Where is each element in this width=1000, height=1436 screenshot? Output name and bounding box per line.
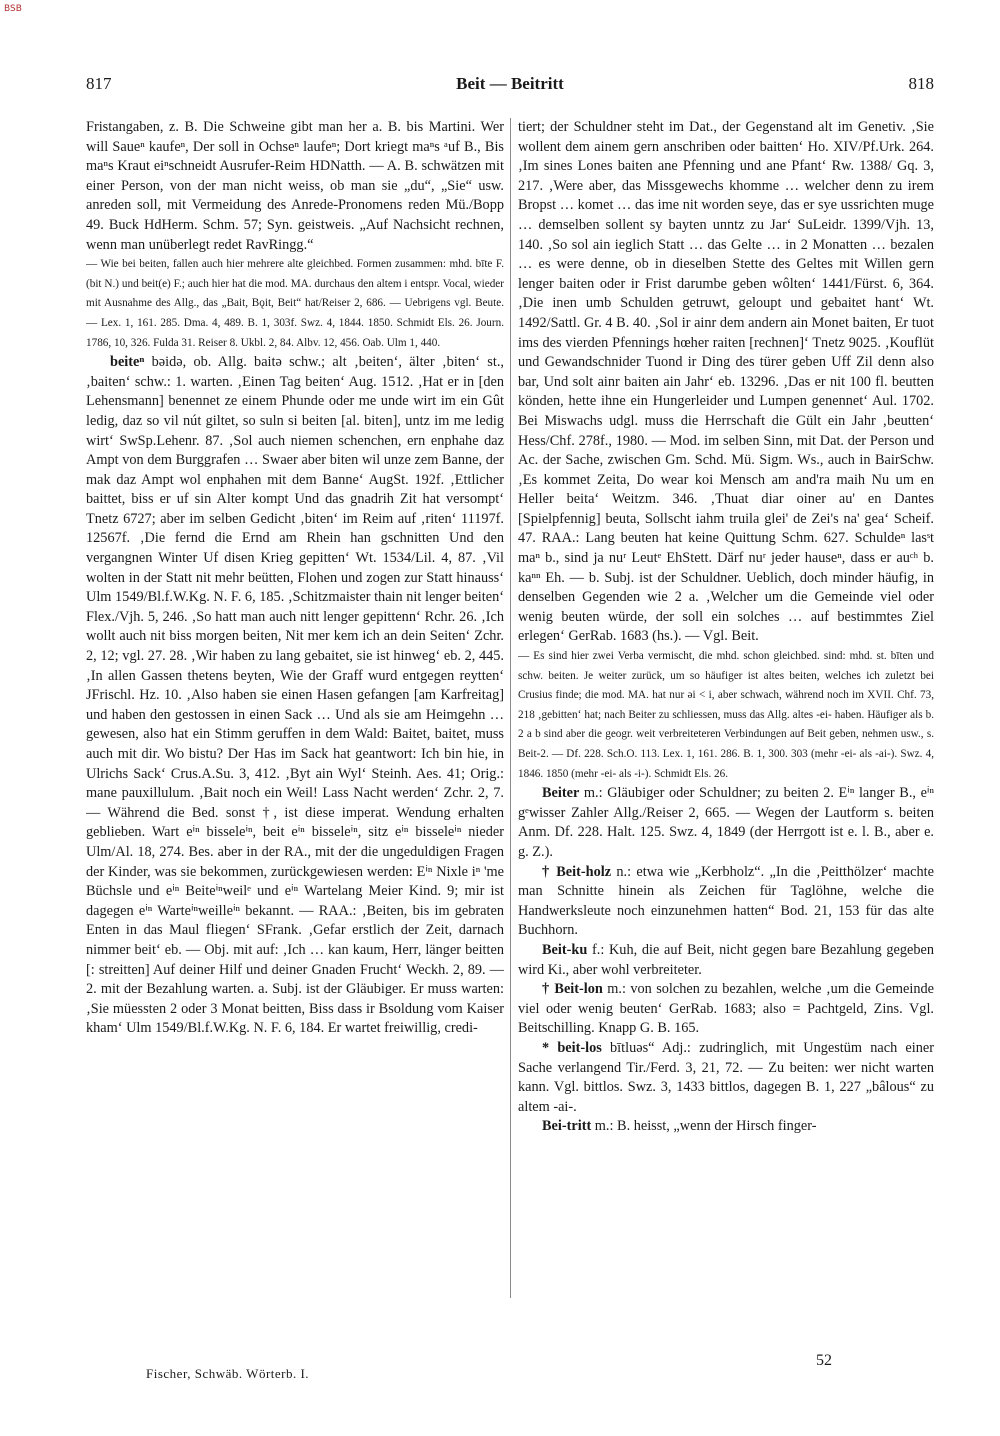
- page-number-left: 817: [86, 74, 112, 93]
- headword: beiteⁿ: [110, 354, 145, 371]
- headword: Beiter: [542, 785, 580, 802]
- sheet-signature: 52: [816, 1352, 832, 1369]
- right-column: [518, 118, 934, 1338]
- running-title: Beit — Beitritt: [456, 74, 564, 93]
- entry-paragraph: [518, 1039, 934, 1117]
- entry-text: tiert; der Schuldner steht im Dat., der Gegenstand alt im Genetiv. ‚Sie wollent dem ainem gern anschriben oder baitten‘ Ho. XIV/Pf.Urk. 264. ‚Im sines Lones baiten ane Pfenning und ane Pfant‘ Rw. 1388/ Gq. 3, 217. ‚Were aber, das Missgewechs khomme … welcher denn zu irem Bropst … komet … das ime nit worden seye, das er sye ussrichten muge … demselben sollent sy bayten unntz zu Jar‘ SuLeidr. 1399/Vjh. 13, 140. ‚So sol ain ieglich Statt … das Gelte … in 2 Monatten … bezalen … es were denne, ob in dieselben Stette des Geltes mit Willen gern lenger baiten oder ir Frist darumbe geben wôlten‘ 1441/Fürst. 6, 364. ‚Die inen umb Schulden getruwt, geloupt und gebaitet hant‘ Wt. 1492/Sattl. Gr. 4 B. 40. ‚Sol ir ainr dem andern ain Monet baiten, Er tuot ims des vierden Pfennings hœher raiten [rechnen]‘ Tnetz 9025. ‚Kouflüt und Gewandschnider Tuond ir Ding des türer geben Uff Zil denn also bar, Und solt ainr baiten ain Jahr‘ eb. 13296. ‚Das er nit 100 fl. beutten könden, hette ihne ein Hungerleider und Lumpen genennet‘ Aul. 1702. Bei Miswachs udgl. muss die Herrschaft die Gült ein Jahr ‚beutten‘ Hess/Chf. 278f., 1980. — Mod. im selben Sinn, mit Dat. der Person und Ac. der Sache, zwischen Gm. Schd. Mü. Sigm. Ws., auch in BairSchw. ‚Es kommet Zeita, Do wear koi Mensch am and'ra maih Nu um en Heller beita‘ Weitzm. 346. ‚Thuat diar oiner au' en Dantes [Spielpfennig] beuta, Sollscht iahm truila glei' de Zei's na' gea‘ Scheif. 47. RAA.: Lang beuten hat keine Quittung Schm. 627. Schuldeⁿ lasˢt maⁿ b., sind ja nuʳ Leutᵉ EhStett. Därf nuʳ jeder hauseⁿ, dass er auᶜʰ b. kaⁿⁿ Eh. — b. Subj. ist der Schuldner. Ueblich, doch minder häufig, in denselben Gegenden wie 2 a. ‚Welcher um die Gemeinde viel oder wenig beuten würde, der soll ein solches … auf bestimmtes Ziel erlegen‘ GerRab. 1683 (hs.). — Vgl. Beit.: [518, 119, 934, 645]
- note-text: — Wie bei beiten, fallen auch hier mehrere alte gleichbed. Formen zusammen: mhd. bīte F. (bit N.) und beit(e) F.; auch hier hat die mod. MA. durchaus den altem i entspr. Vocal, wieder mit Ausnahme des Allg., das „Bait, Bǫit, Beit“ hat/Reiser 2, 686. — Uebrigens vgl. Beute. — Lex. 1, 161. 285. Dma. 4, 489. B. 1, 303f. Swz. 4, 1844. 1850. Schmidt Els. 26. Journ. 1786, 10, 326. Fulda 31. Reiser 8. Ukbl. 2, 84. Albv. 12, 456. Oab. Ulm 1, 440.: [86, 258, 504, 349]
- headword: † Beit-lon: [542, 981, 603, 998]
- page-header: [86, 74, 934, 100]
- entry-paragraph: [86, 353, 504, 1039]
- entry-text: bītluəs“ Adj.: zudringlich, mit Ungestüm nach einer Sache verlangend Tir./Ferd. 3, 21, 72. — Zu beiten: wer nicht warten kann. Vgl. bittlos. Swz. 3, 1433 bittlos, dagegen B. 1, 227 „bâlous“ zu altem -ai-.: [518, 1039, 934, 1115]
- headword: Beit-ku: [542, 941, 588, 958]
- entry-paragraph: [518, 784, 934, 862]
- entry-text: m.: B. heisst, „wenn der Hirsch finger-: [591, 1118, 817, 1135]
- entry-paragraph: [518, 941, 934, 980]
- page-number-right: 818: [908, 74, 934, 93]
- entry-paragraph: [518, 118, 934, 647]
- entry-text: Fristangaben, z. B. Die Schweine gibt man her a. B. bis Martini. Wer will Saueⁿ kaufeⁿ, Der soll in Ochseⁿ laufeⁿ; Dort kriegt maⁿs ᵃuf B., Bis maⁿs Kraut eiⁿschneidt Ausrufer-Reim HDNatth. — A. B. schwätzen mit einer Person, von der man nicht weiss, ob man sie „du“, „Sie“ usw. anreden soll, mit Vermeidung des Anrede-Pronomens reden Mü./Bopp 49. Buck HdHerm. Schm. 57; Syn. geistweis. „Auf Nachsicht rechnen, wenn man unüberlegt redet RavRingg.“: [86, 119, 504, 253]
- headword: * beit-los: [542, 1039, 602, 1056]
- headword: Bei-tritt: [542, 1118, 592, 1135]
- etymology-note: [86, 255, 504, 353]
- entry-paragraph: [518, 1117, 934, 1137]
- headword: † Beit-holz: [542, 863, 612, 880]
- library-stamp: BSB: [4, 4, 22, 14]
- entry-text: n.: etwa wie „Kerbholz“. „In die ‚Peitthölzer‘ machte man Schnitte hinein als Zeichen für Taglöhne, welche die Handwerksleute noch einzunehmen hatten“ Bod. 21, 153 für das alte Buchhorn.: [518, 863, 934, 939]
- note-text: — Es sind hier zwei Verba vermischt, die mhd. schon gleichbed. sind: mhd. st. bīten und schw. beiten. Je weiter zurück, um so häufiger ist altes beiten, welches ich zuletzt bei Crusius finde; die mod. MA. hat nur əi < i, aber schwach, während noch im XVII. Chf. 73, 218 ‚gebitten‘ hat; nach Beiter zu schliessen, muss das Allg. altes -ei- haben. Häufiger als b. 2 a b sind aber die geogr. weit verbreiteteren Verbindungen auf Beit geben, nehmen usw., s. Beit-2. — Df. 228. Sch.O. 113. Lex. 1, 161. 286. B. 1, 300. 303 (mehr -ei- als -ai-). Swz. 4, 1846. 1850 (mehr -ei- als -i-). Schmidt Els. 26.: [518, 650, 934, 780]
- entry-text: m.: Gläubiger oder Schuldner; zu beiten 2. Eⁱⁿ langer B., eⁱⁿ gᵉwisser Zahler Allg./Reiser 2, 665. — Wegen der Lautform s. beiten Anm. Df. 228. Halt. 125. Swz. 4, 1849 (der Herrgott ist e. l. B., aber e. g. Z.).: [518, 785, 934, 860]
- entry-text: f.: Kuh, die auf Beit, nicht gegen bare Bezahlung gegeben wird Ki., aber wohl verbreiteter.: [518, 941, 934, 978]
- left-column: [86, 118, 504, 1338]
- entry-paragraph: [518, 863, 934, 941]
- entry-paragraph: [518, 980, 934, 1039]
- entry-paragraph: [86, 118, 504, 255]
- column-divider: [510, 118, 511, 1298]
- entry-text: m.: von solchen zu bezahlen, welche ‚um die Gemeinde viel oder wenig beuten‘ GerRab. 1683; also = Pachtgeld, Zins. Vgl. Beitschilling. Knapp G. B. 165.: [518, 981, 934, 1037]
- etymology-note: [518, 647, 934, 784]
- entry-text: bəidə, ob. Allg. baitə schw.; alt ‚beiten‘, älter ‚biten‘ st., ‚baiten‘ schw.: 1. warten. ‚Einen Tag beiten‘ Aug. 1512. ‚Hat er in [den Lehensmann] benennet ze einem Phunde oder me unde wirt im ein Gût ledig, daz so vil nút giltet, so suln si beiten [al. biten], untz im me ledig wirt‘ SwSp.Lehenr. 87. ‚Sol auch niemen schenchen, ern enphahe daz Ampt von dem Burggrafen … Swaer aber biten wil unze zem Banne, der mak daz Ampt wol enphahen mit dem Banne‘ AugSt. 192f. ‚Ettlicher baittet, biss er uf sin Alter kompt Und das gnadrih Zit hat versompt‘ Tnetz 6727; aber im selben Gedicht ‚biten‘ im Reim auf ‚riten‘ 11197f. 12567f. ‚Die fernd die Ernd am Rhein han gschnitten Und den vergangnen Winter Uf disen Krieg gepitten‘ Wt. 1534/Lil. 4, 87. ‚Vil wolten in der Statt nit mehr beütten, Flohen und zogen zur Statt hinauss‘ Ulm 1549/Bl.f.W.Kg. N. F. 6, 185. ‚Schitzmaister thain nit lenger beiten‘ Flex./Vjh. 5, 246. ‚So hatt man auch nitt lenger gepittenn‘ Rchr. 26. ‚Ich wollt auch nit biss morgen beiten, Nit mer kem ich an dein Seiten‘ Zchr. 2, 12; vgl. 27. 28. ‚Wir haben zu lang gebaitet, sie ist hinweg‘ eb. 2, 445. ‚In allen Gassen thetens beyten, Wie der Graff wurd entgegen reytten‘ JFrischl. Hz. 10. ‚Also haben sie einen Hasen gefangen [am Karfreitag] und haben den gestossen in einen Sack … Und als sie am Heimgehn … gewesen, also hat ein Stimm geruffen in dem Wald: Baitet, baitet, muss auch mit dir. Wo bistu? Der Has im Sack hat geantwort: Ich bin hie, in Ulrichs Sack‘ Crus.A.Su. 3, 412. ‚Byt ain Wyl‘ Steinh. Aes. 41; Orig.: mane pauxillulum. ‚Bait noch ein Weil! Lass Nacht werden‘ Zchr. 2, 7. — Während die Bed. sonst †, ist diese imperat. Wendung erhalten geblieben. Wart eⁱⁿ bisseleⁱⁿ, beit eⁱⁿ bisseleⁱⁿ, sitz eⁱⁿ bisseleⁱⁿ nieder Ulm/Al. 18, 274. Bes. aber in der RA., mit der die ungeduldigen Fragen der Kinder, was sie bekommen, zurückgewiesen werden: Eⁱⁿ Nixle iⁿ 'me Büchsle und eⁱⁿ Beiteⁱⁿweilᵉ und eⁱⁿ Wartelang Meier Kind. 9; mir ist dagegen eⁱⁿ Warteⁱⁿweilleⁱⁿ bekannt. — RAA.: ‚Beiten, bis im gebraten Enten in das Maul fliegen‘ SFrank. ‚Gefar erstlich der Zeit, darnach nimmer beit‘ eb. — Obj. mit auf: ‚Ich … kan kaum, Herr, länger beitten [: streitten] Auf deiner Hilf und deiner Gnaden Frucht‘ Weckh. 2, 89. — 2. mit der Bezahlung warten. a. Subj. ist der Gläubiger. Er muss warten: ‚Sie müessten 2 oder 3 Monat beitten, Biss dass ir Bsoldung vom Kaiser kham‘ Ulm 1549/Bl.f.W.Kg. N. F. 6, 184. Er wartet freiwillig, credi-: [86, 354, 504, 1037]
- footer-source: Fischer, Schwäb. Wörterb. I.: [146, 1366, 310, 1381]
